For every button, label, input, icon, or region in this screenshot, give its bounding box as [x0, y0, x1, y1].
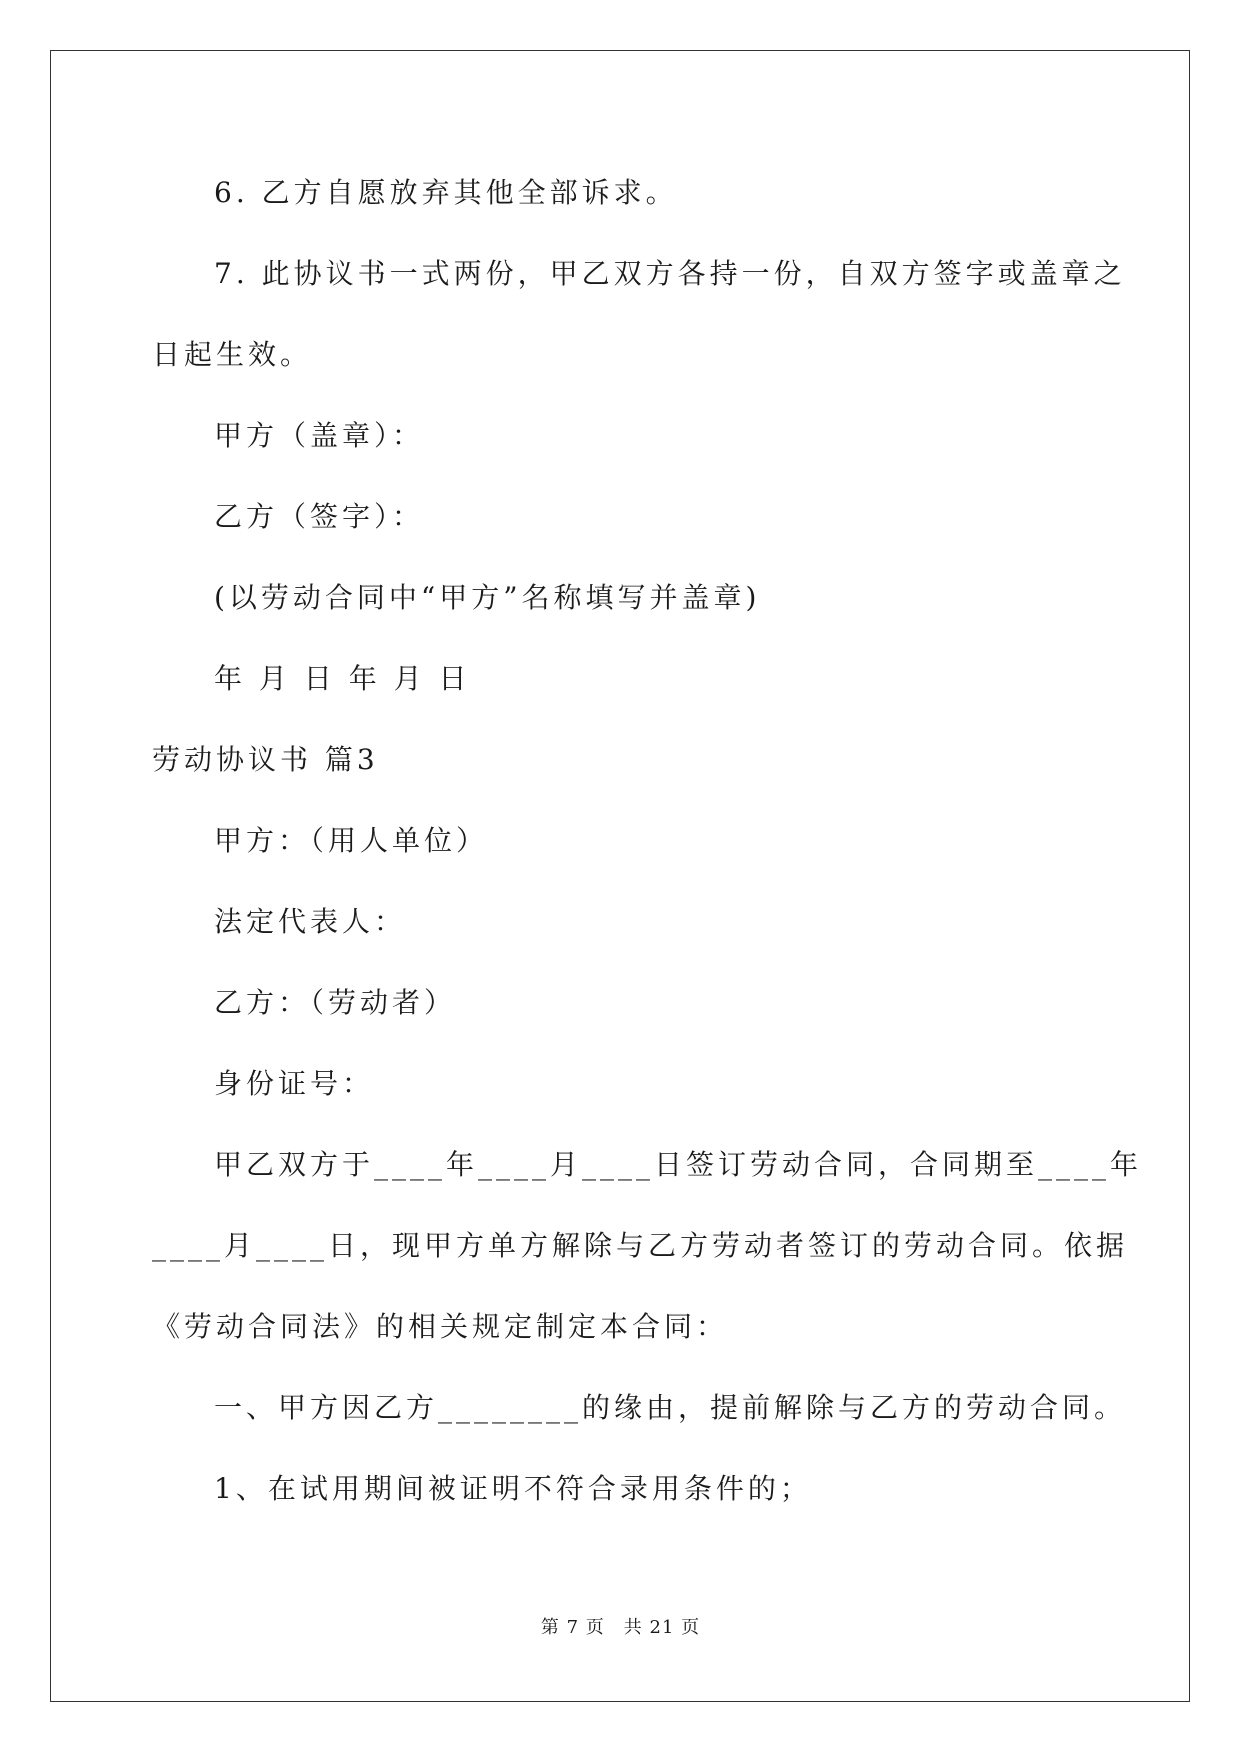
party-a-seal: 甲方（盖章）： [214, 419, 425, 452]
party-b-signature: 乙方（签字）： [214, 500, 425, 533]
clause-7-line-1: 7. 此协议书一式两份，甲乙双方各持一份，自双方签字或盖章之 [214, 257, 1126, 290]
party-b-worker: 乙方：（劳动者） [214, 986, 457, 1019]
contract-para-line-3: 《劳动合同法》的相关规定制定本合同： [152, 1310, 729, 1343]
contract-para-line-2: ____月____日，现甲方单方解除与乙方劳动者签订的劳动合同。依据 [152, 1229, 1129, 1262]
id-number: 身份证号： [214, 1067, 375, 1100]
legal-representative: 法定代表人： [214, 905, 407, 938]
page-border [50, 50, 1190, 1702]
clause-6: 6. 乙方自愿放弃其他全部诉求。 [214, 176, 678, 209]
party-a-employer: 甲方：（用人单位） [214, 824, 489, 857]
page-number-footer: 第 7 页 共 21 页 [540, 1617, 701, 1638]
condition-1: 1、在试用期间被证明不符合录用条件的； [214, 1472, 812, 1505]
date-line: 年 月 日 年 月 日 [214, 662, 471, 695]
termination-reason: 一、甲方因乙方________的缘由，提前解除与乙方的劳动合同。 [214, 1391, 1127, 1424]
clause-7-line-2: 日起生效。 [152, 338, 313, 371]
seal-note: (以劳动合同中“甲方”名称填写并盖章) [214, 581, 761, 614]
section-heading: 劳动协议书 篇3 [152, 743, 379, 776]
contract-para-line-1: 甲乙双方于____年____月____日签订劳动合同，合同期至____年 [214, 1148, 1143, 1181]
